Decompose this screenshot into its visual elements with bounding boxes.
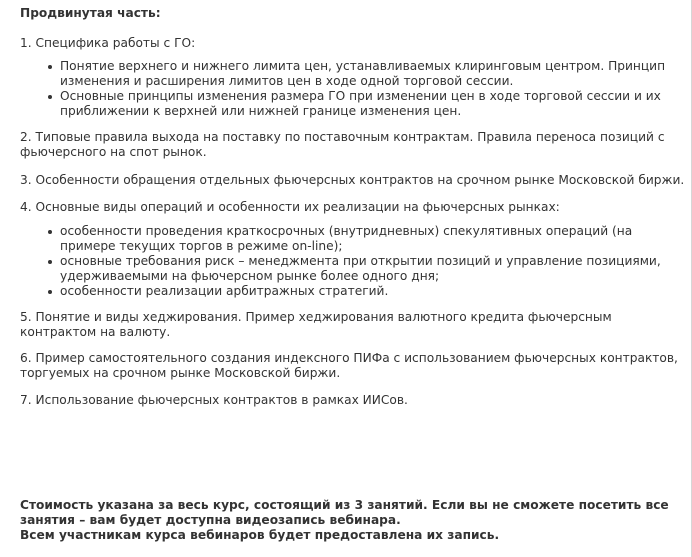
price-note-line-1: Стоимость указана за весь курс, состоящий из 3 занятий. Если вы не сможете посетить все занятия – вам будет доступна видеозапись вебинара.: [20, 498, 669, 527]
bullet-text: Основные принципы изменения размера ГО при изменении цен в ходе торговой сессии и их приближении к верхней или нижней границе изменения цен.: [60, 89, 661, 118]
bullet-text: Понятие верхнего и нижнего лимита цен, устанавливаемых клиринговым центром. Принцип изменения и расширения лимитов цен в ходе одной торговой сессии.: [60, 59, 666, 88]
bullet-icon: [48, 65, 52, 69]
bullet-icon: [48, 230, 52, 234]
section-3-title: 3. Особенности обращения отдельных фьючерсных контрактов на срочном рынке Московской биржи.: [20, 173, 685, 187]
price-note-line-2: Всем участникам курса вебинаров будет предоставлена их запись.: [20, 528, 500, 542]
section-1-title: 1. Специфика работы с ГО:: [20, 36, 196, 50]
bullet-icon: [48, 95, 52, 99]
section-heading: Продвинутая часть:: [20, 6, 161, 20]
section-7-title: 7. Использование фьючерсных контрактов в рамках ИИСов.: [20, 393, 408, 407]
section-1-bullets: [46, 59, 682, 119]
bullet-icon: [48, 260, 52, 264]
bullet-text: основные требования риск – менеджмента при открытии позиций и управление позициями, удерживаемыми на фьючерсном рынке более одного дня;: [60, 254, 661, 283]
bullet-item: [46, 224, 682, 254]
section-5-title: 5. Понятие и виды хеджирования. Пример хеджирования валютного кредита фьючерсным контрактом на валюту.: [20, 310, 612, 339]
bullet-text: особенности реализации арбитражных стратегий.: [60, 284, 389, 298]
section-4-title: 4. Основные виды операций и особенности их реализации на фьючерсных рынках:: [20, 200, 560, 214]
section-6-title: 6. Пример самостоятельного создания индексного ПИФа с использованием фьючерсных контрактов, торгуемых на срочном рынке Московской биржи.: [20, 351, 678, 380]
bullet-text: особенности проведения краткосрочных (внутридневных) спекулятивных операций (на примере текущих торгов в режиме on-line);: [60, 224, 633, 253]
section-4-bullets: [46, 224, 682, 299]
section-2-title: 2. Типовые правила выхода на поставку по поставочным контрактам. Правила переноса позиций с фьючерсного на спот рынок.: [20, 130, 665, 159]
bullet-item: [46, 284, 682, 299]
price-note: [20, 498, 688, 543]
bullet-icon: [48, 290, 52, 294]
bullet-item: [46, 254, 682, 284]
bullet-item: [46, 59, 682, 89]
bullet-item: [46, 89, 682, 119]
